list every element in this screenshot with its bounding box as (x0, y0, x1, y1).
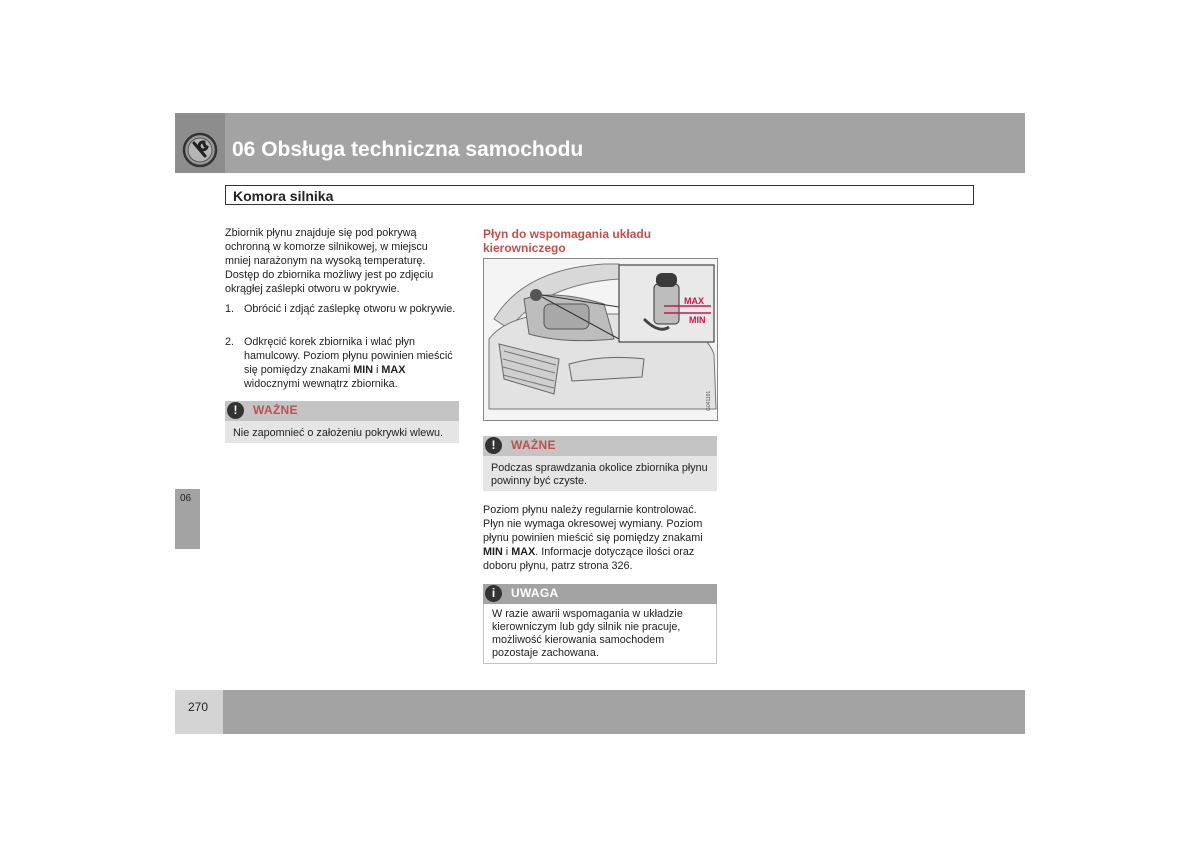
notice-header (483, 436, 717, 456)
chapter-icon-box (175, 113, 225, 173)
important-notice (483, 436, 717, 491)
min-mark-label: MIN (689, 315, 706, 325)
exclamation-icon: ! (227, 402, 244, 419)
chapter-title: 06 Obsługa techniczna samochodu (232, 138, 584, 161)
list-number: 1. (225, 303, 235, 315)
notice-title: UWAGA (511, 586, 559, 600)
fluid-level-paragraph: Poziom płynu należy regularnie kontrolować. Płyn nie wymaga okresowej wymiany. Poziom płynu powinien mieścić się pomiędzy znakami MIN i MAX. Informacje dotyczące ilości oraz doboru płynu, patrz strona 326. (483, 504, 703, 572)
engine-bay-illustration (483, 258, 718, 421)
exclamation-icon: ! (485, 437, 502, 454)
notice-title: WAŻNE (511, 438, 556, 452)
section-heading: Komora silnika (225, 185, 974, 205)
subheading: Płyn do wspomagania układu kierowniczego (483, 227, 652, 255)
notice-body: W razie awarii wspomagania w układzie kierowniczym lub gdy silnik nie pracuje, możliwość kierowania samochodem pozostaje zachowana. (492, 608, 683, 659)
list-number: 2. (225, 336, 235, 348)
figure-code: G041191 (706, 390, 712, 411)
list-text: Odkręcić korek zbiornika i wlać płyn hamulcowy. Poziom płynu powinien mieścić się pomiędzy znakami MIN i MAX widocznymi wewnątrz zbiornika. (244, 336, 453, 390)
list-text: Obrócić i zdjąć zaślepkę otworu w pokrywie. (244, 303, 456, 315)
engine-bay-drawing (484, 259, 718, 421)
important-notice (225, 401, 459, 443)
info-icon: i (485, 585, 502, 602)
footer-bar (223, 690, 1025, 734)
side-tab-label: 06 (180, 493, 192, 504)
notice-body: Nie zapomnieć o założeniu pokrywki wlewu. (233, 427, 444, 439)
notice-header (483, 584, 717, 604)
notice-header (225, 401, 459, 421)
intro-paragraph: Zbiornik płynu znajduje się pod pokrywą ochronną w komorze silnikowej, w miejscu mniej narażonym na wysoką temperaturę. Dostęp do zbiornika możliwy jest po zdjęciu okrągłej zaślepki otworu w pokrywie. (225, 227, 434, 295)
wrench-icon (175, 113, 225, 173)
page-number: 270 (188, 700, 209, 714)
notice-title: WAŻNE (253, 403, 298, 417)
max-mark-label: MAX (684, 296, 704, 306)
notice-body: Podczas sprawdzania okolice zbiornika płynu powinny być czyste. (491, 462, 708, 487)
note-notice (483, 584, 717, 664)
